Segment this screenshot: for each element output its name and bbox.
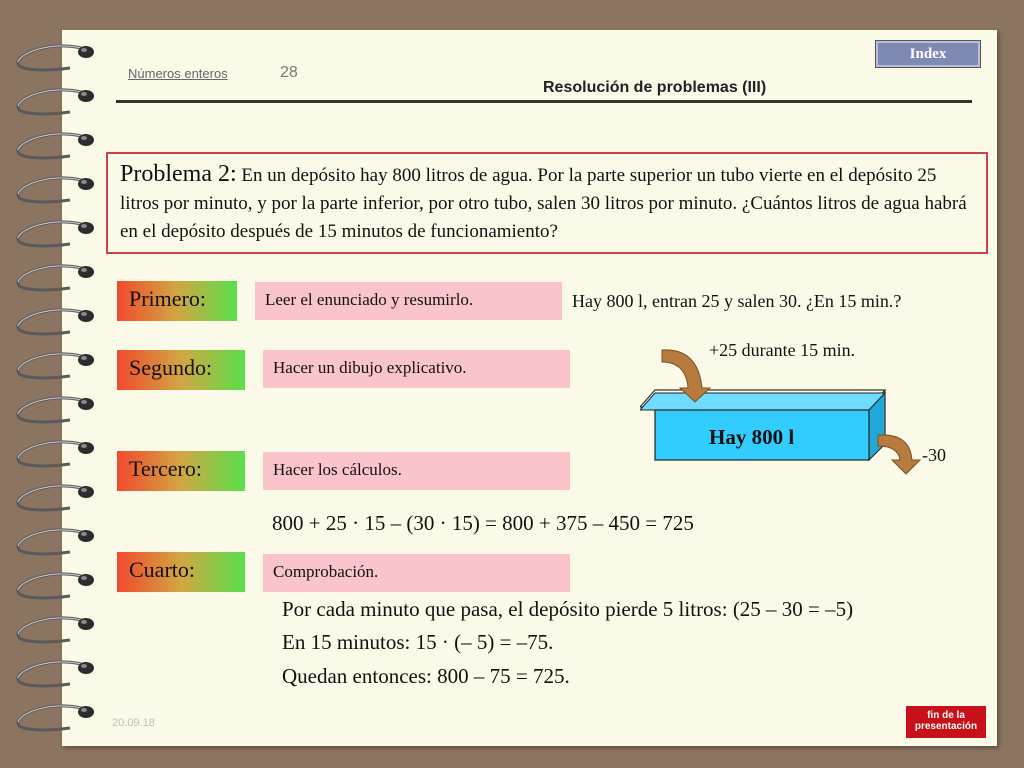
problem-box	[106, 152, 988, 254]
inflow-label: +25 durante 15 min.	[709, 340, 856, 360]
step-label-2: Segundo:	[117, 350, 245, 390]
check-line-2: En 15 minutos: 15 · (– 5) = –75.	[282, 630, 554, 654]
outflow-arrow-icon	[878, 435, 920, 474]
end-button-line-2: presentación	[914, 721, 978, 732]
date-stamp: 20.09.18	[112, 717, 155, 729]
check-line-3: Quedan entonces: 800 – 75 = 725.	[282, 664, 570, 688]
spiral-ring-icon	[18, 310, 94, 334]
problem-summary: Hay 800 l, entran 25 y salen 30. ¿En 15 min.?	[572, 291, 902, 311]
spiral-ring-icon	[18, 574, 94, 598]
spiral-ring-icon	[18, 266, 94, 290]
problem-lead: Problema 2:	[120, 161, 237, 187]
step-description-1: Leer el enunciado y resumirlo.	[255, 282, 562, 320]
step-label-1: Primero:	[117, 281, 237, 321]
spiral-ring-icon	[18, 486, 94, 510]
end-presentation-button[interactable]	[906, 706, 986, 738]
spiral-binding	[0, 0, 110, 768]
slide-number: 28	[280, 64, 298, 81]
tank-label: Hay 800 l	[709, 425, 795, 449]
step-label-3: Tercero:	[117, 451, 245, 491]
calculation-line: 800 + 25 · 15 – (30 · 15) = 800 + 375 – 450 = 725	[272, 511, 694, 535]
problem-text: En un depósito hay 800 litros de agua. Por la parte superior un tubo vierte en el depósito 25 litros por minuto, y por la parte inferior, por otro tubo, salen 30 litros por minuto. ¿Cuántos litros de agua habrá en el depósito después de 15 minutos de funcionamiento?	[120, 165, 967, 242]
spiral-ring-icon	[18, 90, 94, 114]
water-surface	[640, 393, 885, 410]
end-button-line-1: fin de la	[927, 710, 965, 721]
spiral-ring-icon	[18, 222, 94, 246]
spiral-ring-icon	[18, 442, 94, 466]
spiral-ring-icon	[18, 618, 94, 642]
slide-title: Resolución de problemas (III)	[543, 79, 767, 96]
step-description-2: Hacer un dibujo explicativo.	[263, 350, 570, 388]
spiral-ring-icon	[18, 134, 94, 158]
header-rule	[116, 100, 972, 103]
step-description-3: Hacer los cálculos.	[263, 452, 570, 490]
index-button[interactable]: Index	[876, 41, 980, 67]
check-line-1: Por cada minuto que pasa, el depósito pierde 5 litros: (25 – 30 = –5)	[282, 597, 854, 621]
spiral-ring-icon	[18, 46, 94, 70]
spiral-ring-icon	[18, 398, 94, 422]
spiral-ring-icon	[18, 530, 94, 554]
outflow-label: -30	[922, 445, 946, 465]
step-label-4: Cuarto:	[117, 552, 245, 592]
spiral-ring-icon	[18, 706, 94, 730]
step-description-4: Comprobación.	[263, 554, 570, 592]
spiral-ring-icon	[18, 662, 94, 686]
section-link[interactable]: Números enteros	[128, 66, 228, 81]
tank-diagram	[640, 340, 930, 480]
spiral-ring-icon	[18, 178, 94, 202]
spiral-ring-icon	[18, 354, 94, 378]
